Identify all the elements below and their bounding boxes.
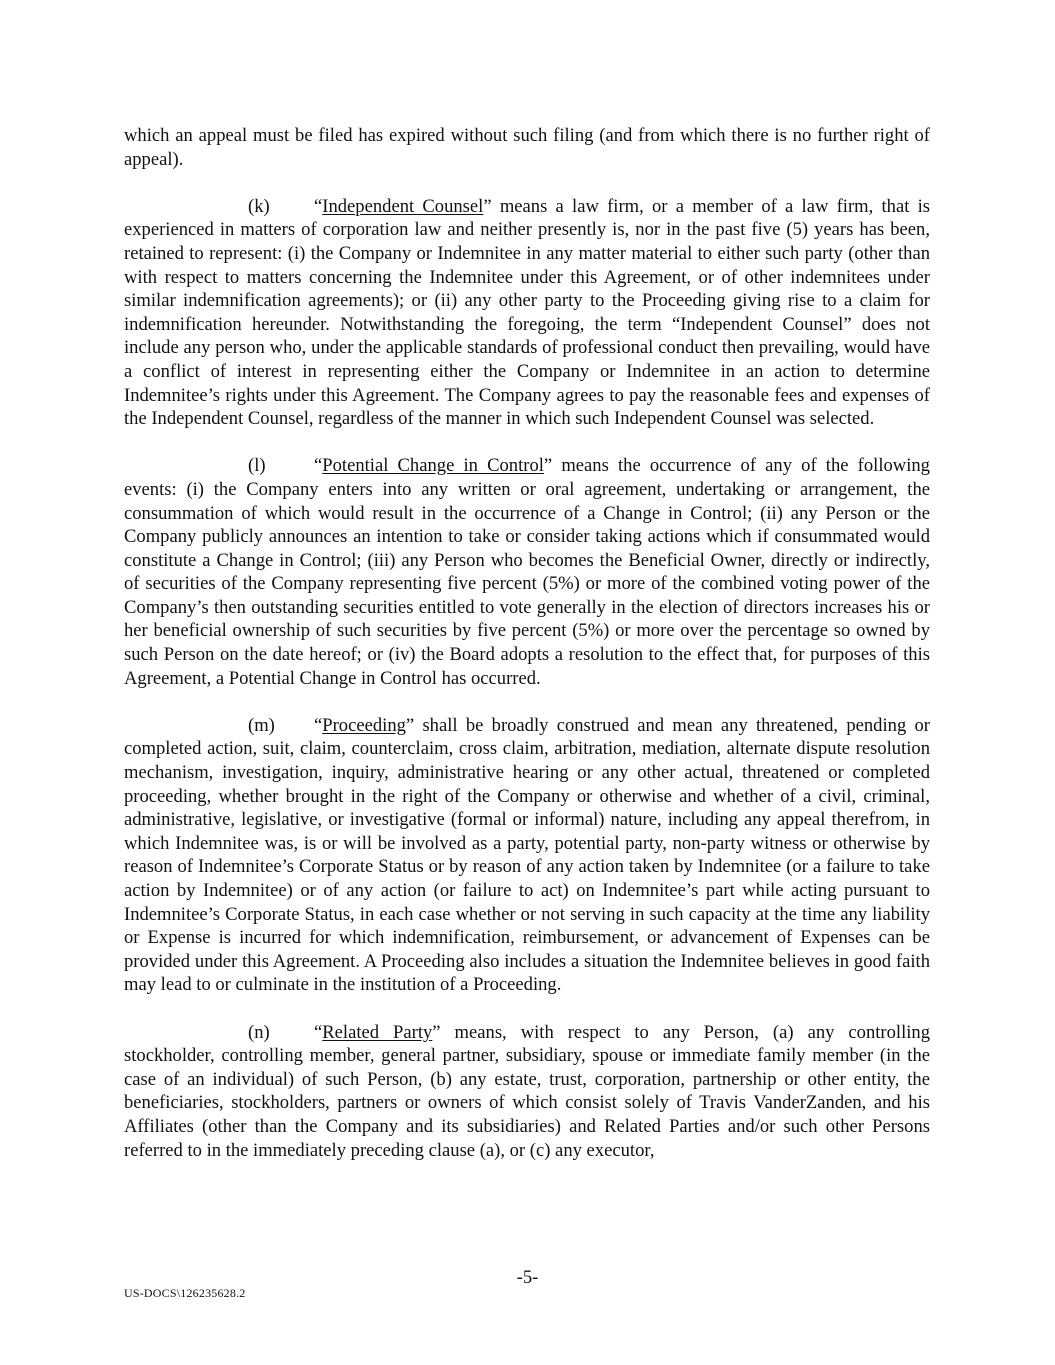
section-letter: (m) — [248, 714, 275, 736]
definition-l: (l) “Potential Change in Control” means the occurrence of any of the following events: (i) the Company enters into any written or oral agreement, undertaking or arrangement, the consummation of which would result in the occurrence of a Change in Control; (ii) any Person or the Company publicly announces an intention to take or consider taking actions which if consummated would constitute a Change in Control; (iii) any Person who becomes the Beneficial Owner, directly or indirectly, of securities of the Company representing five percent (5%) or more of the combined voting power of the Company’s then outstanding securities entitled to vote generally in the election of directors increases his or her beneficial ownership of such securities by five percent (5%) or more over the percentage so owned by such Person on the date hereof; or (iv) the Board adopts a resolution to the effect that, for purposes of this Agreement, a Potential Change in Control has occurred. — [124, 455, 930, 689]
definition-text: means, with respect to any Person, (a) any controlling stockholder, controlling member, general partner, subsidiary, spouse or immediate family member (in the case of an individual) of such Person, (b) any estate, trust, corporation, partnership or other entity, the beneficiaries, stockholders, partners or owners of which consist solely of Travis VanderZanden, and his Affiliates (other than the Company and its subsidiaries) and Related Parties and/or such other Persons referred to in the immediately preceding clause (a), or (c) any executor, — [124, 1021, 930, 1161]
continuation-paragraph: which an appeal must be filed has expired without such filing (and from which there is no further right of appeal). — [124, 125, 930, 170]
definition-text: means the occurrence of any of the following events: (i) the Company enters into any written or oral agreement, undertaking or arrangement, the consummation of which would result in the occurrence of a Change in Control; (ii) any Person or the Company publicly announces an intention to take or consider taking actions which if consummated would constitute a Change in Control; (iii) any Person who becomes the Beneficial Owner, directly or indirectly, of securities of the Company representing five percent (5%) or more of the combined voting power of the Company’s then outstanding securities entitled to vote generally in the election of directors increases his or her beneficial ownership of such securities by five percent (5%) or more over the percentage so owned by such Person on the date hereof; or (iv) the Board adopts a resolution to the effect that, for purposes of this Agreement, a Potential Change in Control has occurred. — [124, 455, 930, 689]
definition-text: means a law firm, or a member of a law firm, that is experienced in matters of corporation law and neither presently is, nor in the past five (5) years has been, retained to represent: (i) the Company or Indemnitee in any matter material to either such party (other than with respect to matters concerning the Indemnitee under this Agreement, or of other indemnitees under similar indemnification agreements); or (ii) any other party to the Proceeding giving rise to a claim for indemnification hereunder. Notwithstanding the foregoing, the term “Independent Counsel” does not include any person who, under the applicable standards of professional conduct then prevailing, would have a conflict of interest in representing either the Company or Indemnitee in an action to determine Indemnitee’s rights under this Agreement. The Company agrees to pay the reasonable fees and expenses of the Independent Counsel, regardless of the manner in which such Independent Counsel was selected. — [124, 195, 930, 430]
definition-text: shall be broadly construed and mean any threatened, pending or completed action, suit, claim, counterclaim, cross claim, arbitration, mediation, alternate dispute resolution mechanism, investigation, inquiry, administrative hearing or any other actual, threatened or completed proceeding, whether brought in the right of the Company or otherwise and whether of a civil, criminal, administrative, legislative, or investigative (formal or informal) nature, including any appeal therefrom, in which Indemnitee was, is or will be involved as a party, potential party, non-party witness or otherwise by reason of Indemnitee’s Corporate Status or by reason of any action taken by Indemnitee (or a failure to take action by Indemnitee) or of any action (or failure to act) on Indemnitee’s part while acting pursuant to Indemnitee’s Corporate Status, in each case whether or not serving in such capacity at the time any liability or Expense is incurred for which indemnification, reimbursement, or advancement of Expenses can be provided under this Agreement. A Proceeding also includes a situation the Indemnitee believes in good faith may lead to or culminate in the institution of a Proceeding. — [124, 714, 930, 996]
definition-m: (m) “Proceeding” shall be broadly construed and mean any threatened, pending or completed action, suit, claim, counterclaim, cross claim, arbitration, mediation, alternate dispute resolution mechanism, investigation, inquiry, administrative hearing or any other actual, threatened or completed proceeding, whether brought in the right of the Company or otherwise and whether of a civil, criminal, administrative, legislative, or investigative (formal or informal) nature, including any appeal therefrom, in which Indemnitee was, is or will be involved as a party, potential party, non-party witness or otherwise by reason of Indemnitee’s Corporate Status or by reason of any action taken by Indemnitee (or a failure to take action by Indemnitee) or of any action (or failure to act) on Indemnitee’s part while acting pursuant to Indemnitee’s Corporate Status, in each case whether or not serving in such capacity at the time any liability or Expense is incurred for which indemnification, reimbursement, or advancement of Expenses can be provided under this Agreement. A Proceeding also includes a situation the Indemnitee believes in good faith may lead to or culminate in the institution of a Proceeding. — [124, 714, 930, 996]
section-letter: (l) — [248, 455, 266, 477]
document-body — [124, 124, 930, 1186]
definition-k: (k) “Independent Counsel” means a law firm, or a member of a law firm, that is experienced in matters of corporation law and neither presently is, nor in the past five (5) years has been, retained to represent: (i) the Company or Indemnitee in any matter material to either such party (other than with respect to matters concerning the Indemnitee under this Agreement, or of other indemnitees under similar indemnification agreements); or (ii) any other party to the Proceeding giving rise to a claim for indemnification hereunder. Notwithstanding the foregoing, the term “Independent Counsel” does not include any person who, under the applicable standards of professional conduct then prevailing, would have a conflict of interest in representing either the Company or Indemnitee in an action to determine Indemnitee’s rights under this Agreement. The Company agrees to pay the reasonable fees and expenses of the Independent Counsel, regardless of the manner in which such Independent Counsel was selected. — [124, 195, 930, 430]
page-number: -5- — [516, 1267, 539, 1288]
document-id: US-DOCS\126235628.2 — [124, 1286, 246, 1300]
definition-n: (n) “Related Party” means, with respect to any Person, (a) any controlling stockholder, controlling member, general partner, subsidiary, spouse or immediate family member (in the case of an individual) of such Person, (b) any estate, trust, corporation, partnership or other entity, the beneficiaries, stockholders, partners or owners of which consist solely of Travis VanderZanden, and his Affiliates (other than the Company and its subsidiaries) and Related Parties and/or such other Persons referred to in the immediately preceding clause (a), or (c) any executor, — [124, 1021, 930, 1161]
defined-term: Independent Counsel — [322, 195, 484, 217]
defined-term: Related Party — [322, 1021, 433, 1043]
section-letter: (k) — [248, 195, 270, 217]
section-letter: (n) — [248, 1021, 270, 1043]
defined-term: Proceeding — [322, 714, 406, 736]
defined-term: Potential Change in Control — [322, 455, 544, 477]
